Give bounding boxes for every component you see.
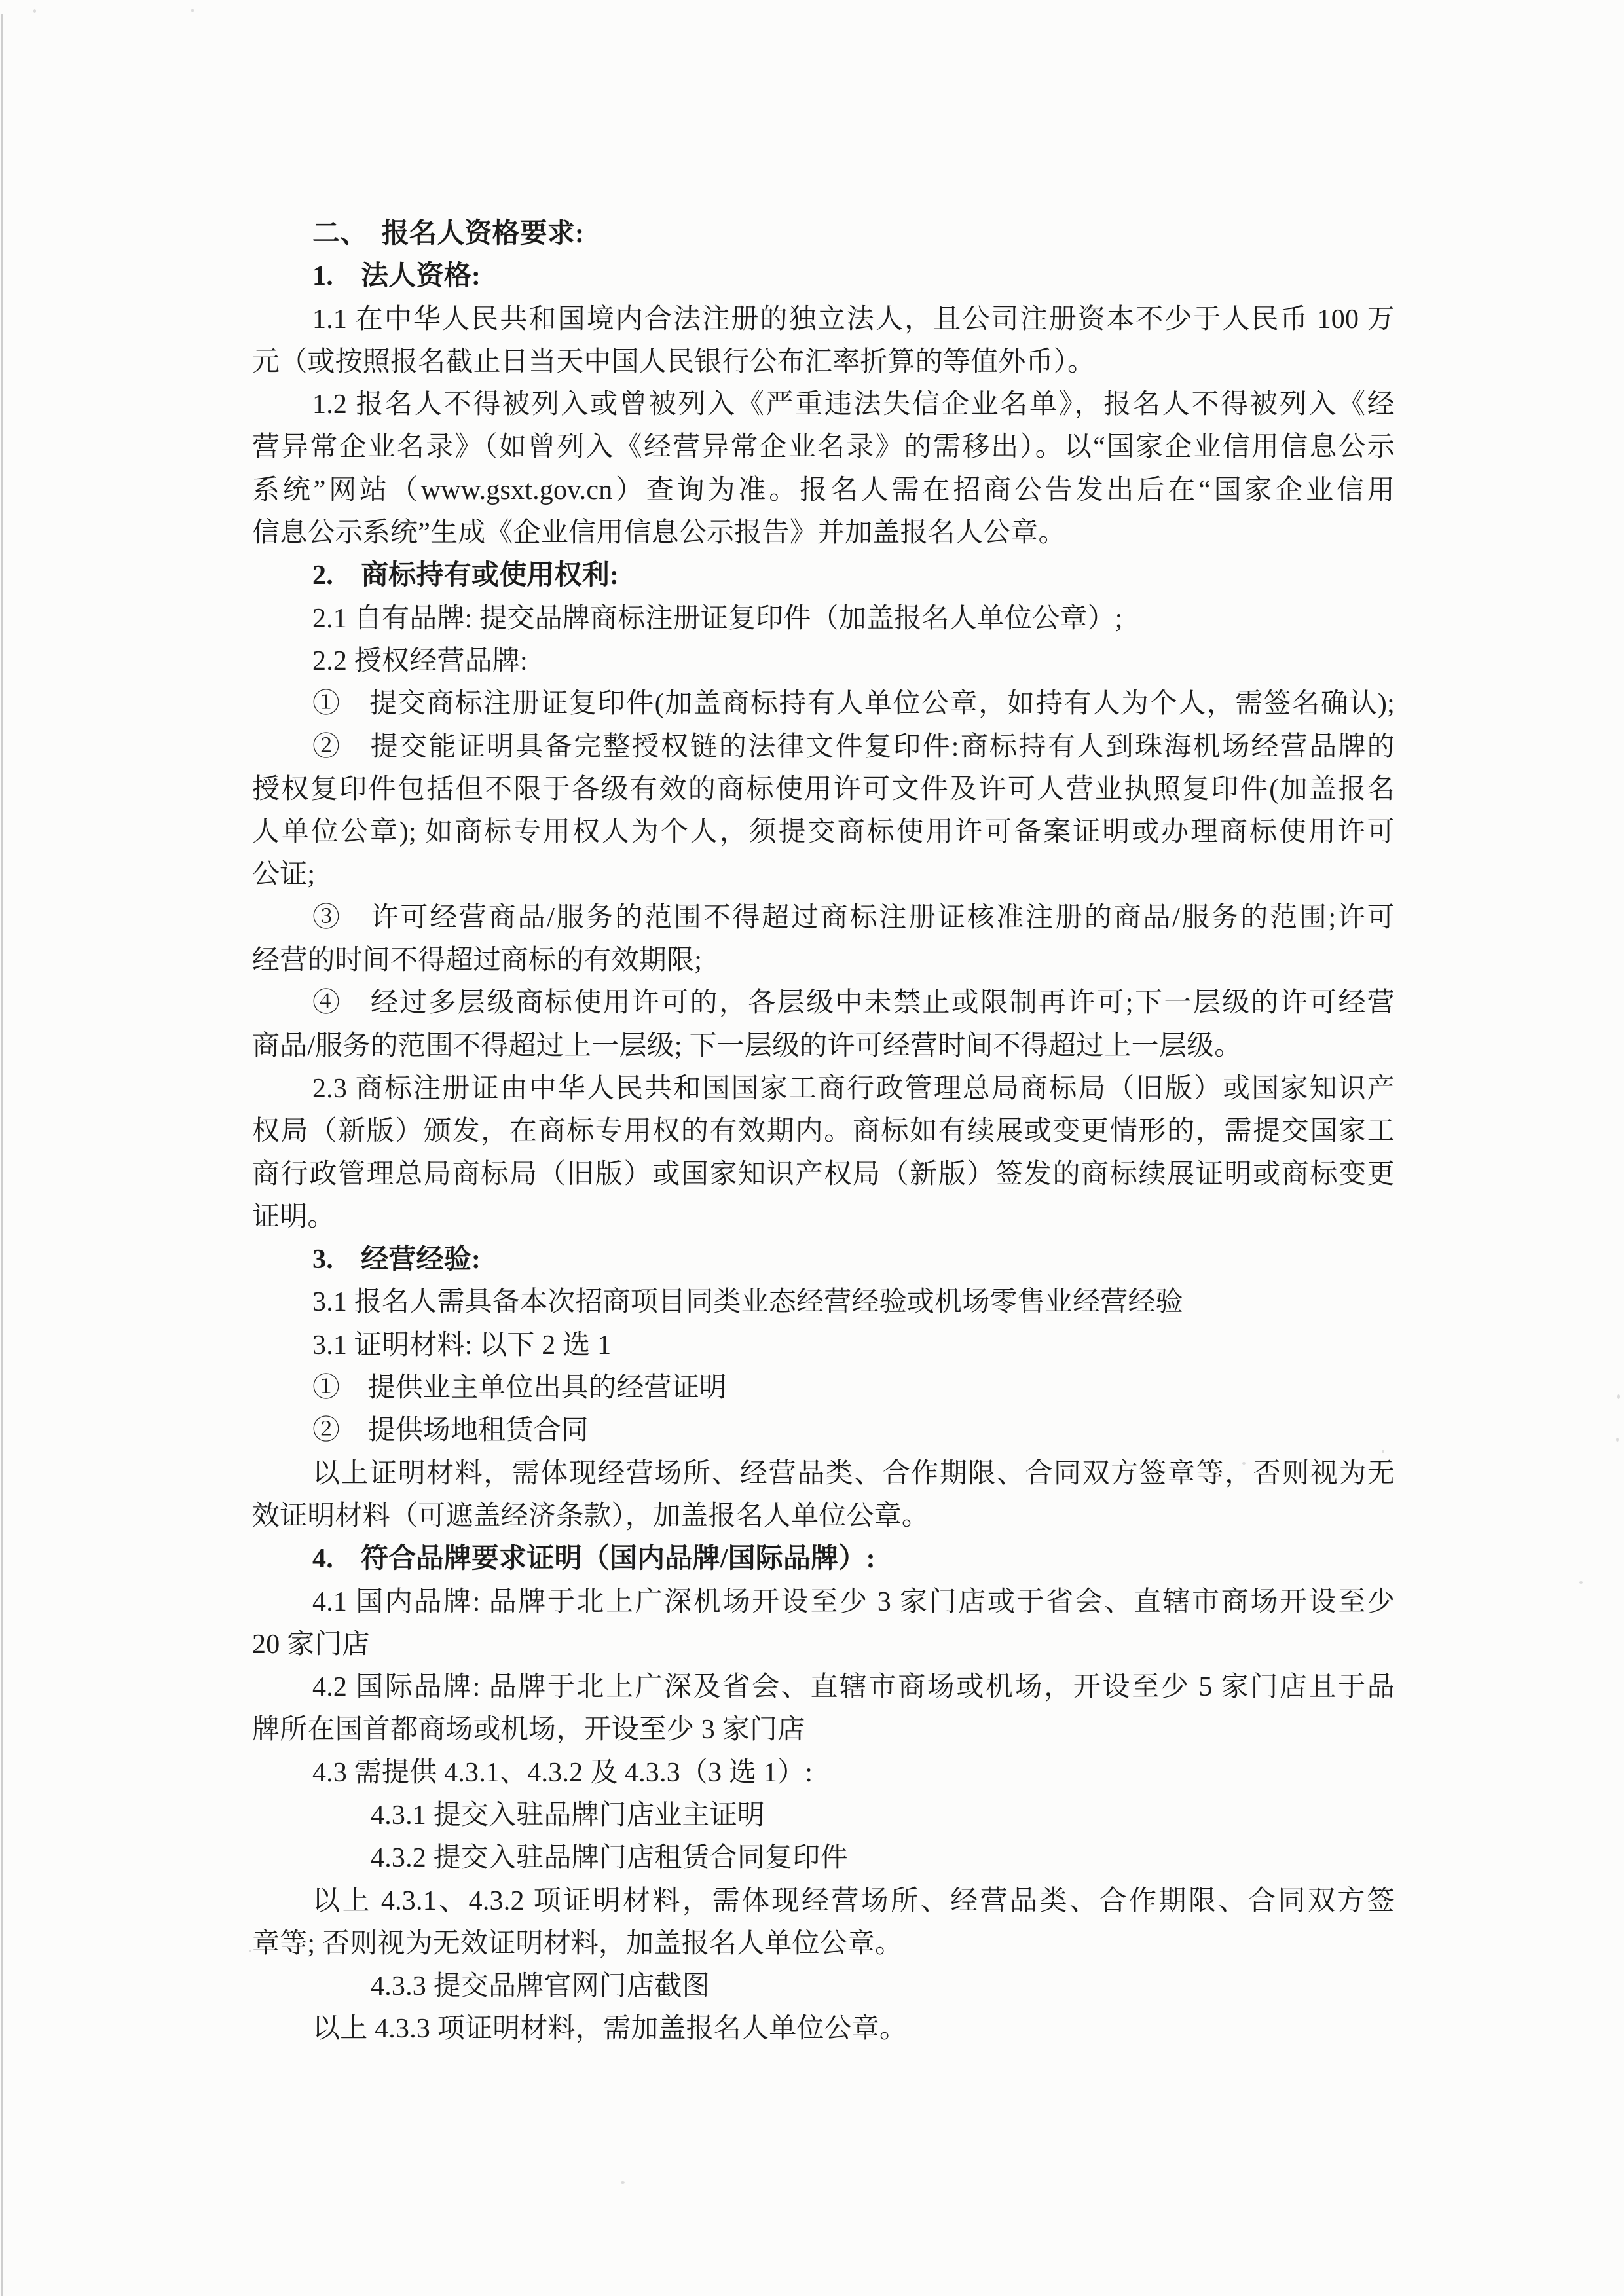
text-line: 2.2 授权经营品牌:	[312, 646, 528, 676]
scan-speck	[249, 1950, 251, 1952]
text-line: 2.1 自有品牌: 提交品牌商标注册证复印件（加盖报名人单位公章）;	[312, 603, 1123, 634]
text-line: 3.1 证明材料: 以下 2 选 1	[312, 1330, 612, 1360]
text-line: 元（或按照报名截止日当天中国人民银行公布汇率折算的等值外币）。	[252, 346, 1096, 377]
text-line: 4.3.3 提交品牌官网门店截图	[371, 1971, 710, 2002]
text-line: 4.2 国际品牌: 品牌于北上广深及省会、直辖市商场或机场，开设至少 5 家门店且于品	[312, 1672, 1395, 1703]
text-line: 4.3.1 提交入驻品牌门店业主证明	[371, 1800, 766, 1831]
text-line: 公证;	[252, 860, 316, 890]
document-body	[252, 213, 1395, 2051]
text-line: 人单位公章); 如商标专用权人为个人，须提交商标使用许可备案证明或办理商标使用许可	[252, 817, 1395, 848]
text-line: 商品/服务的范围不得超过上一层级; 下一层级的许可经营时间不得超过上一层级。	[252, 1030, 1242, 1061]
text-line: ① 提供业主单位出具的经营证明	[312, 1373, 728, 1404]
scan-speck	[1616, 1438, 1619, 1442]
text-line: 效证明材料（可遮盖经济条款），加盖报名人单位公章。	[252, 1501, 930, 1531]
text-line: 4. 符合品牌要求证明（国内品牌/国际品牌）:	[312, 1544, 876, 1575]
text-line: 2. 商标持有或使用权利:	[312, 560, 619, 591]
text-line: 3.1 报名人需具备本次招商项目同类业态经营经验或机场零售业经营经验	[312, 1287, 1183, 1318]
text-line: 1.1 在中华人民共和国境内合法注册的独立法人，且公司注册资本不少于人民币 100 万	[312, 304, 1395, 335]
text-line: 系统”网站（www.gsxt.gov.cn）查询为准。报名人需在招商公告发出后在“国家企业信用	[252, 475, 1395, 505]
text-line: 以上 4.3.3 项证明材料，需加盖报名人单位公章。	[312, 2014, 908, 2045]
text-line: 营异常企业名录》（如曾列入《经营异常企业名录》的需移出）。以“国家企业信用信息公示	[252, 432, 1395, 463]
text-line: 1. 法人资格:	[312, 261, 481, 292]
text-line: 4.3 需提供 4.3.1、4.3.2 及 4.3.3（3 选 1）:	[312, 1757, 813, 1788]
text-line: 信息公示系统”生成《企业信用信息公示报告》并加盖报名人公章。	[252, 518, 1066, 549]
text-line: 牌所在国首都商场或机场，开设至少 3 家门店	[252, 1715, 805, 1745]
text-line: 以上证明材料，需体现经营场所、经营品类、合作期限、合同双方签章等，否则视为无	[312, 1458, 1395, 1489]
text-line: ② 提供场地租赁合同	[312, 1415, 589, 1446]
text-line: 商行政管理总局商标局（旧版）或国家知识产权局（新版）签发的商标续展证明或商标变更	[252, 1159, 1395, 1190]
text-line: 授权复印件包括但不限于各级有效的商标使用许可文件及许可人营业执照复印件(加盖报名	[252, 774, 1395, 805]
scan-speck	[191, 9, 194, 12]
text-line: 以上 4.3.1、4.3.2 项证明材料，需体现经营场所、经营品类、合作期限、合同双方签	[312, 1886, 1395, 1916]
text-line: ③ 许可经营商品/服务的范围不得超过商标注册证核准注册的商品/服务的范围;许可	[312, 902, 1395, 933]
text-line: 3. 经营经验:	[312, 1245, 481, 1275]
text-line: 证明。	[252, 1201, 335, 1232]
text-line: 章等; 否则视为无效证明材料，加盖报名人单位公章。	[252, 1928, 903, 1959]
text-line: 二、 报名人资格要求:	[312, 219, 585, 249]
text-line: ④ 经过多层级商标使用许可的，各层级中未禁止或限制再许可;下一层级的许可经营	[312, 988, 1395, 1019]
scan-speck	[1617, 1394, 1620, 1399]
text-line: 权局（新版）颁发，在商标专用权的有效期内。商标如有续展或变更情形的，需提交国家工	[252, 1116, 1395, 1147]
text-line: 2.3 商标注册证由中华人民共和国国家工商行政管理总局商标局（旧版）或国家知识产	[312, 1073, 1395, 1104]
text-line: ① 提交商标注册证复印件(加盖商标持有人单位公章，如持有人为个人，需签名确认);	[312, 689, 1395, 720]
scan-speck	[1579, 1581, 1583, 1584]
text-line: 1.2 报名人不得被列入或曾被列入《严重违法失信企业名单》，报名人不得被列入《经	[312, 390, 1395, 420]
text-line: 4.3.2 提交入驻品牌门店租赁合同复印件	[371, 1843, 848, 1874]
text-line: ② 提交能证明具备完整授权链的法律文件复印件:商标持有人到珠海机场经营品牌的	[312, 731, 1395, 762]
text-line: 经营的时间不得超过商标的有效期限;	[252, 945, 703, 976]
scan-speck	[33, 9, 36, 13]
text-line: 4.1 国内品牌: 品牌于北上广深机场开设至少 3 家门店或于省会、直辖市商场开设至少	[312, 1586, 1395, 1617]
scan-edge-artifact	[1, 14, 3, 2296]
text-line: 20 家门店	[252, 1629, 370, 1660]
scan-speck	[621, 2181, 625, 2184]
